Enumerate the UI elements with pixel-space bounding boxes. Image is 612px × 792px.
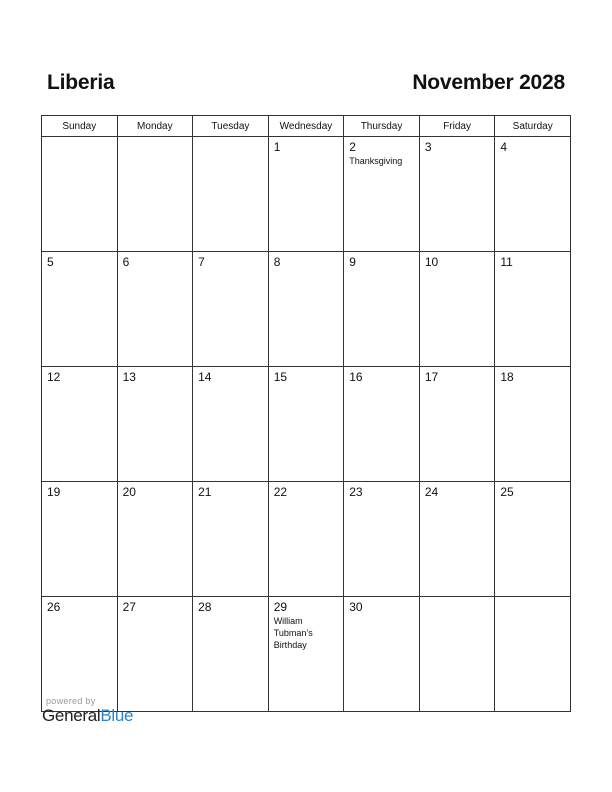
day-number: 24 [424,485,439,499]
weekday-header: Saturday [495,116,571,137]
weekday-header: Thursday [344,116,420,137]
day-number: 10 [424,255,439,269]
week-row [42,482,571,597]
day-cell [117,367,193,482]
calendar-grid [41,115,571,712]
day-number: 8 [273,255,281,269]
day-cell [344,482,420,597]
day-number: 9 [349,255,356,269]
weekday-header: Tuesday [193,116,269,137]
day-cell [42,367,118,482]
holiday-label: William Tubman’s Birthday [273,616,313,650]
day-number: 17 [424,370,439,384]
weekday-header: Sunday [42,116,118,137]
day-cell [344,137,420,252]
weekday-header: Wednesday [268,116,344,137]
day-number: 22 [273,485,288,499]
day-cell [42,597,118,712]
day-cell [117,597,193,712]
country-title: Liberia [47,71,115,94]
day-cell [344,367,420,482]
day-number: 18 [500,370,514,384]
day-cell [117,252,193,367]
day-number: 5 [47,255,54,269]
day-cell [268,252,344,367]
day-cell [344,252,420,367]
day-cell [268,367,344,482]
day-cell [268,597,344,712]
week-row [42,252,571,367]
day-cell [268,137,344,252]
day-number: 27 [122,600,136,614]
day-cell [495,482,571,597]
day-number: 29 [273,600,288,614]
day-cell [495,137,571,252]
logo-text-blue: Blue [100,706,134,725]
day-cell [419,367,495,482]
day-cell [344,597,420,712]
day-cell [193,597,269,712]
day-number: 2 [349,140,356,154]
day-number: 6 [122,255,130,269]
day-cell [193,367,269,482]
day-cell [495,252,571,367]
day-number: 19 [47,485,61,499]
week-row [42,367,571,482]
day-number: 13 [122,370,136,384]
day-cell [42,252,118,367]
day-cell [117,482,193,597]
day-cell [419,137,495,252]
day-number: 15 [273,370,288,384]
day-cell [42,482,118,597]
weekday-header-row [42,116,571,137]
holiday-label: Thanksgiving [349,156,403,166]
day-number: 14 [198,370,212,384]
day-cell [495,367,571,482]
day-cell [117,137,193,252]
day-cell [419,252,495,367]
weekday-header: Friday [419,116,495,137]
day-number: 12 [47,370,61,384]
day-cell [193,252,269,367]
logo-text-general: General [42,706,101,725]
day-cell [193,137,269,252]
week-row [42,597,571,712]
day-number: 7 [198,255,205,269]
footer-branding [42,696,133,726]
day-cell [419,482,495,597]
day-cell [42,137,118,252]
day-number: 16 [349,370,363,384]
powered-by-label: powered by [46,696,96,706]
day-number: 1 [273,140,281,154]
day-number: 3 [424,140,432,154]
weekday-header: Monday [117,116,193,137]
day-number: 25 [500,485,514,499]
day-cell [193,482,269,597]
day-number: 4 [500,140,508,154]
month-year-title: November 2028 [412,71,565,94]
day-cell [268,482,344,597]
week-row [42,137,571,252]
day-number: 20 [122,485,136,499]
day-number: 23 [349,485,363,499]
day-number: 21 [198,485,212,499]
day-cell [495,597,571,712]
day-number: 30 [349,600,363,614]
day-cell [419,597,495,712]
generalblue-logo[interactable] [42,706,133,726]
day-number: 11 [500,255,513,269]
day-number: 26 [47,600,61,614]
day-number: 28 [198,600,212,614]
